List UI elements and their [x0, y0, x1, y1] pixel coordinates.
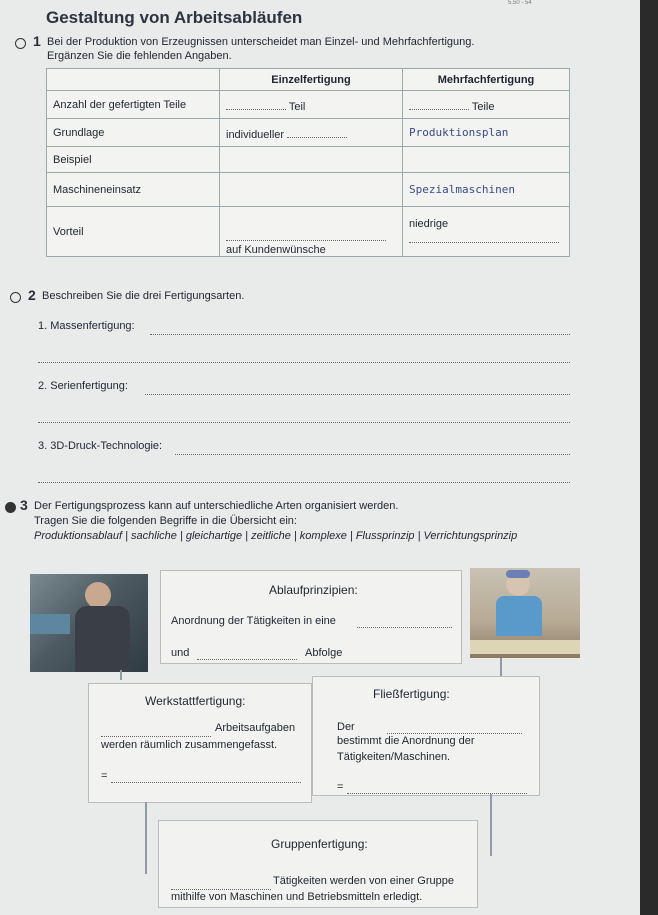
page-title: Gestaltung von Arbeitsabläufen	[46, 8, 303, 27]
row-label: Vorteil	[47, 207, 220, 257]
task1-number: 1	[33, 33, 41, 49]
fliess-blank-1[interactable]	[387, 721, 522, 734]
mehrfach-cell[interactable]: Spezialmaschinen	[403, 173, 570, 207]
arrow-left	[120, 670, 122, 680]
task3-circle-icon	[5, 502, 16, 513]
answer-label-1: 1. Massenfertigung:	[38, 320, 135, 332]
mehrfach-cell[interactable]	[403, 147, 570, 173]
task2-number: 2	[28, 287, 36, 303]
table-row	[47, 147, 570, 173]
gruppe-blank[interactable]	[171, 877, 271, 890]
corner-label: 5.50 - 54	[508, 0, 532, 6]
ablauf-line1: Anordnung der Tätigkeiten in eine	[171, 615, 336, 627]
gruppe-line2: mithilfe von Maschinen und Betriebsmitteln erledigt.	[171, 891, 423, 903]
answer-label-2: 2. Serienfertigung:	[38, 380, 128, 392]
table-header-empty	[47, 69, 220, 91]
einzel-cell[interactable]: individueller	[220, 119, 403, 147]
task2-text: Beschreiben Sie die drei Fertigungsarten.	[42, 290, 245, 302]
arrow-gruppe-right	[490, 794, 492, 856]
task3-number: 3	[20, 497, 28, 513]
row-label: Beispiel	[47, 147, 220, 173]
table-row	[47, 119, 570, 147]
worker-photo	[30, 574, 148, 672]
einzel-cell[interactable]	[220, 173, 403, 207]
table-header-einzel: Einzelfertigung	[220, 69, 403, 91]
werkstatt-box	[88, 683, 312, 803]
answer-label-3: 3. 3D-Druck-Technologie:	[38, 440, 163, 452]
werkstatt-line1: Arbeitsaufgaben	[215, 722, 296, 734]
production-table	[46, 68, 570, 257]
werkstatt-blank-1[interactable]	[101, 724, 211, 737]
fliess-title: Fließfertigung:	[373, 687, 450, 701]
answer-line[interactable]	[145, 382, 570, 395]
task3-text: Der Fertigungsprozess kann auf unterschiedliche Arten organisiert werden.	[34, 500, 399, 512]
werkstatt-title: Werkstattfertigung:	[145, 694, 246, 708]
task1-instruction: Ergänzen Sie die fehlenden Angaben.	[47, 50, 232, 62]
answer-line[interactable]	[175, 442, 570, 455]
einzel-cell[interactable]	[220, 147, 403, 173]
werkstatt-line2: werden räumlich zusammengefasst.	[101, 739, 278, 751]
arrow-gruppe-left	[145, 802, 147, 874]
gruppe-title: Gruppenfertigung:	[271, 837, 368, 851]
table-header-mehrfach: Mehrfachfertigung	[403, 69, 570, 91]
gruppe-box	[158, 820, 478, 908]
ablauf-title: Ablaufprinzipien:	[269, 583, 358, 597]
werkstatt-mark: =	[101, 770, 108, 782]
ablauf-und: und	[171, 647, 190, 659]
table-row	[47, 207, 570, 257]
ablauf-box	[160, 570, 462, 664]
mehrfach-cell[interactable]: niedrige	[403, 207, 570, 257]
table-row	[47, 173, 570, 207]
einzel-cell[interactable]: auf Kundenwünsche	[220, 207, 403, 257]
answer-line[interactable]	[150, 322, 570, 335]
ablauf-folge: Abfolge	[305, 647, 343, 659]
row-label: Anzahl der gefertigten Teile	[47, 91, 220, 119]
fliess-blank-2[interactable]	[347, 781, 527, 794]
ablauf-blank-2[interactable]	[197, 647, 297, 660]
ablauf-blank-1[interactable]	[357, 615, 452, 628]
answer-line[interactable]	[38, 470, 570, 483]
fliess-line1: Der	[337, 721, 355, 733]
mehrfach-cell[interactable]: Teile	[403, 91, 570, 119]
answer-line[interactable]	[38, 350, 570, 363]
fliess-line2: bestimmt die Anordnung der	[337, 735, 475, 747]
arrow-right	[500, 658, 502, 676]
row-label: Maschineneinsatz	[47, 173, 220, 207]
einzel-cell[interactable]: Teil	[220, 91, 403, 119]
task3-instruction: Tragen Sie die folgenden Begriffe in die Übersicht ein:	[34, 515, 297, 527]
answer-line[interactable]	[38, 410, 570, 423]
task2-circle-icon	[10, 292, 21, 303]
werkstatt-blank-2[interactable]	[111, 770, 301, 783]
task3-terms: Produktionsablauf | sachliche | gleichartige | zeitliche | komplexe | Flussprinzip | Verrichtungsprinzip	[34, 530, 518, 542]
mehrfach-cell[interactable]: Produktionsplan	[403, 119, 570, 147]
row-label: Grundlage	[47, 119, 220, 147]
fliess-mark: =	[337, 781, 344, 793]
fliess-line3: Tätigkeiten/Maschinen.	[337, 751, 451, 763]
food-worker-photo	[470, 568, 580, 658]
table-row	[47, 91, 570, 119]
task1-circle-icon	[15, 38, 26, 49]
gruppe-line1: Tätigkeiten werden von einer Gruppe	[273, 875, 454, 887]
task1-text: Bei der Produktion von Erzeugnissen unterscheidet man Einzel- und Mehrfachfertigung.	[47, 36, 475, 48]
fliess-box	[312, 676, 540, 796]
